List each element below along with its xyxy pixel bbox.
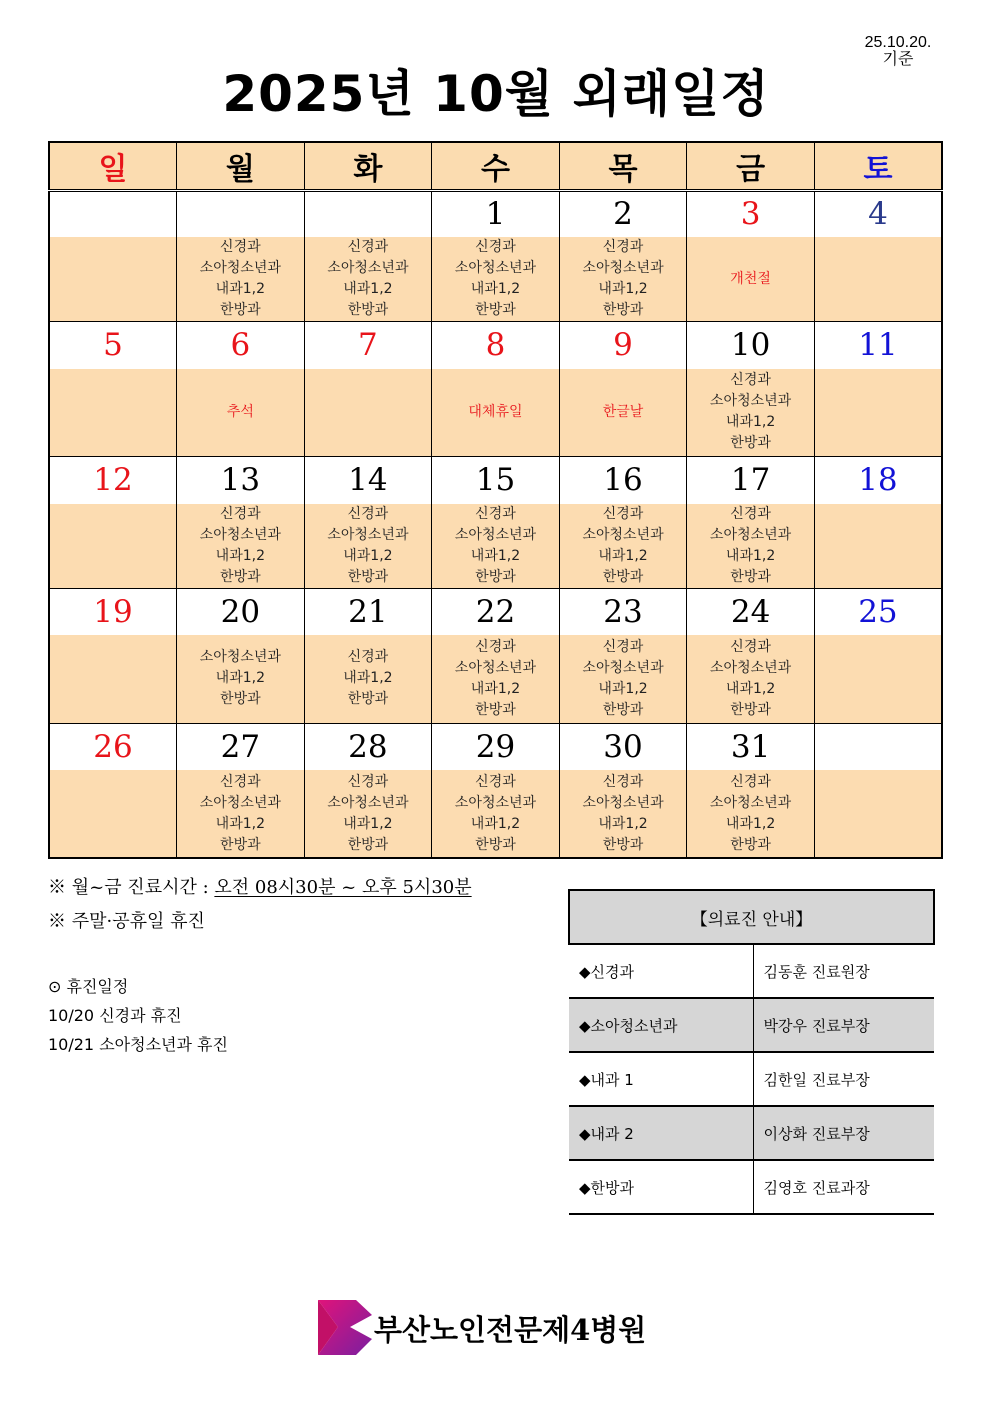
date-cell: 26 (49, 723, 177, 770)
events-cell (559, 369, 687, 457)
department-label: 한방과 (730, 435, 771, 452)
staff-table (568, 889, 935, 1215)
weekday-mon: 월 (177, 142, 305, 190)
department-label: 내과1,2 (598, 547, 648, 564)
date-cell: 18 (814, 457, 942, 504)
events-cell (814, 237, 942, 322)
events-cell (687, 504, 815, 589)
events-cell (687, 369, 815, 457)
date-cell: 11 (814, 322, 942, 369)
department-label: 내과1,2 (470, 680, 521, 697)
date-cell: 5 (49, 322, 177, 369)
weekday-thu: 목 (559, 142, 687, 190)
department-label: 내과1,2 (343, 815, 393, 832)
date-cell: 6 (177, 322, 305, 369)
department-label: 신경과 (347, 239, 389, 255)
department-label: 내과1,2 (215, 815, 265, 832)
events-cell (432, 635, 560, 723)
events-cell (304, 770, 432, 858)
date-cell: 27 (177, 723, 305, 770)
staff-dept: ◆신경과 (569, 944, 753, 998)
department-label: 신경과 (475, 773, 516, 790)
department-label: 내과1,2 (343, 281, 393, 297)
holiday-label: 대체휴일 (468, 403, 523, 420)
date-cell (49, 190, 177, 237)
date-cell: 1 (432, 190, 560, 237)
events-cell (432, 237, 560, 322)
department-label: 내과1,2 (470, 281, 521, 297)
weekday-tue: 화 (304, 142, 432, 190)
date-cell: 25 (814, 588, 942, 635)
events-cell (559, 504, 687, 589)
date-cell (814, 723, 942, 770)
department-label: 신경과 (602, 773, 644, 790)
department-label: 소아청소년과 (582, 260, 664, 276)
date-cell (304, 190, 432, 237)
department-label: 내과1,2 (598, 680, 648, 697)
staff-doctor: 박강우 진료부장 (753, 998, 934, 1052)
department-label: 신경과 (220, 505, 261, 522)
department-label: 내과1,2 (598, 281, 648, 297)
department-label: 소아청소년과 (454, 526, 537, 543)
hospital-logo-icon (316, 1298, 374, 1356)
department-label: 소아청소년과 (582, 659, 664, 676)
department-label: 한방과 (475, 568, 516, 585)
date-cell: 30 (559, 723, 687, 770)
department-label: 한방과 (475, 302, 516, 318)
date-cell: 22 (432, 588, 560, 635)
department-label: 내과1,2 (598, 815, 648, 832)
holiday-label: 개천절 (730, 270, 771, 287)
department-label: 소아청소년과 (199, 526, 281, 543)
staff-doctor: 김영호 진료과장 (753, 1160, 934, 1214)
events-cell (814, 504, 942, 589)
department-label: 한방과 (730, 836, 771, 853)
department-label: 한방과 (347, 302, 389, 318)
date-cell: 21 (304, 588, 432, 635)
hours-note (48, 873, 472, 899)
department-label: 한방과 (220, 836, 261, 853)
department-label: 신경과 (475, 239, 516, 255)
events-cell (177, 369, 305, 457)
department-label: 한방과 (602, 836, 644, 853)
events-cell (49, 770, 177, 858)
events-row (49, 369, 942, 457)
date-cell: 13 (177, 457, 305, 504)
closure-schedule (48, 972, 228, 1059)
staff-dept: ◆내과 2 (569, 1106, 753, 1160)
staff-dept: ◆내과 1 (569, 1052, 753, 1106)
department-label: 내과1,2 (725, 547, 776, 564)
department-label: 내과1,2 (725, 815, 776, 832)
department-label: 내과1,2 (343, 547, 393, 564)
calendar-table (48, 141, 943, 859)
events-cell (814, 369, 942, 457)
staff-row (569, 1160, 934, 1214)
department-label: 소아청소년과 (582, 526, 664, 543)
department-label: 신경과 (730, 505, 771, 522)
department-label: 한방과 (347, 691, 389, 708)
date-cell (177, 190, 305, 237)
weekday-wed: 수 (432, 142, 560, 190)
weekday-sat: 토 (814, 142, 942, 190)
events-cell (814, 635, 942, 723)
department-label: 소아청소년과 (199, 794, 281, 811)
weekday-header-row (49, 142, 942, 190)
date-cell: 23 (559, 588, 687, 635)
holiday-label: 한글날 (602, 403, 644, 420)
weekend-note: ※ 주말·공휴일 휴진 (48, 911, 205, 932)
department-label: 소아청소년과 (327, 794, 409, 811)
department-label: 신경과 (602, 239, 644, 255)
events-row (49, 237, 942, 322)
department-label: 소아청소년과 (327, 260, 409, 276)
department-label: 소아청소년과 (582, 794, 664, 811)
events-cell (49, 504, 177, 589)
department-label: 한방과 (220, 568, 261, 585)
staff-doctor: 이상화 진료부장 (753, 1106, 934, 1160)
department-label: 한방과 (475, 701, 516, 718)
department-label: 소아청소년과 (710, 794, 792, 811)
date-cell: 2 (559, 190, 687, 237)
events-cell (432, 504, 560, 589)
department-label: 소아청소년과 (710, 393, 792, 410)
department-label: 소아청소년과 (454, 260, 537, 276)
date-cell: 24 (687, 588, 815, 635)
basis-label: 기준 (882, 51, 914, 68)
date-cell: 17 (687, 457, 815, 504)
department-label: 신경과 (220, 773, 261, 790)
events-cell (49, 369, 177, 457)
date-cell: 14 (304, 457, 432, 504)
staff-row (569, 998, 934, 1052)
department-label: 한방과 (730, 701, 771, 718)
department-label: 신경과 (347, 649, 389, 666)
department-label: 한방과 (347, 568, 389, 585)
events-cell (304, 635, 432, 723)
events-cell (687, 635, 815, 723)
date-cell: 20 (177, 588, 305, 635)
department-label: 한방과 (220, 302, 261, 318)
department-label: 신경과 (730, 638, 771, 655)
closure-heading: ⊙ 휴진일정 (48, 977, 129, 996)
staff-doctor: 김한일 진료부장 (753, 1052, 934, 1106)
staff-row (569, 1052, 934, 1106)
department-label: 신경과 (475, 505, 516, 522)
date-cell: 19 (49, 588, 177, 635)
closure-item: 10/20 신경과 휴진 (48, 1006, 182, 1025)
date-row (49, 322, 942, 369)
weekday-fri: 금 (687, 142, 815, 190)
date-row (49, 588, 942, 635)
department-label: 소아청소년과 (710, 659, 792, 676)
department-label: 한방과 (730, 568, 771, 585)
events-cell (687, 237, 815, 322)
department-label: 내과1,2 (215, 547, 265, 564)
department-label: 내과1,2 (725, 680, 776, 697)
weekday-sun: 일 (49, 142, 177, 190)
events-cell (814, 770, 942, 858)
closure-item: 10/21 소아청소년과 휴진 (48, 1035, 228, 1054)
department-label: 내과1,2 (725, 414, 776, 431)
department-label: 소아청소년과 (199, 260, 281, 276)
department-label: 소아청소년과 (454, 794, 537, 811)
department-label: 한방과 (602, 302, 644, 318)
department-label: 한방과 (475, 836, 516, 853)
department-label: 내과1,2 (343, 670, 393, 687)
date-cell: 16 (559, 457, 687, 504)
department-label: 한방과 (220, 691, 261, 708)
events-cell (559, 770, 687, 858)
events-cell (687, 770, 815, 858)
date-row (49, 190, 942, 237)
events-cell (49, 635, 177, 723)
date-cell: 4 (814, 190, 942, 237)
events-row (49, 635, 942, 723)
staff-doctor: 김동훈 진료원장 (753, 944, 934, 998)
events-cell (177, 635, 305, 723)
holiday-label: 추석 (226, 403, 254, 420)
hours-value: 오전 08시30분 ~ 오후 5시30분 (214, 877, 472, 898)
hospital-name: 부산노인전문제4병원 (374, 1313, 647, 1347)
department-label: 소아청소년과 (454, 659, 537, 676)
department-label: 한방과 (602, 701, 644, 718)
events-cell (49, 237, 177, 322)
hospital-logo (316, 1298, 696, 1356)
department-label: 소아청소년과 (199, 649, 281, 666)
basis-date: 25.10.20. (864, 34, 932, 51)
department-label: 신경과 (730, 773, 771, 790)
page-title: 2025년 10월 외래일정 (222, 65, 770, 123)
date-cell: 31 (687, 723, 815, 770)
date-row (49, 723, 942, 770)
events-cell (304, 369, 432, 457)
events-cell (177, 770, 305, 858)
events-cell (304, 237, 432, 322)
department-label: 신경과 (730, 372, 771, 389)
events-cell (304, 504, 432, 589)
date-cell: 3 (687, 190, 815, 237)
date-row (49, 457, 942, 504)
staff-row (569, 944, 934, 998)
department-label: 한방과 (347, 836, 389, 853)
department-label: 신경과 (602, 505, 644, 522)
events-row (49, 504, 942, 589)
events-cell (559, 635, 687, 723)
department-label: 신경과 (347, 773, 389, 790)
department-label: 내과1,2 (215, 670, 265, 687)
department-label: 내과1,2 (470, 547, 521, 564)
date-cell: 10 (687, 322, 815, 369)
department-label: 신경과 (347, 505, 389, 522)
events-row (49, 770, 942, 858)
date-cell: 9 (559, 322, 687, 369)
staff-dept: ◆소아청소년과 (569, 998, 753, 1052)
events-cell (432, 369, 560, 457)
events-cell (432, 770, 560, 858)
department-label: 신경과 (602, 638, 644, 655)
department-label: 내과1,2 (470, 815, 521, 832)
staff-dept: ◆한방과 (569, 1160, 753, 1214)
department-label: 한방과 (602, 568, 644, 585)
department-label: 소아청소년과 (327, 526, 409, 543)
department-label: 신경과 (475, 638, 516, 655)
staff-caption: 【의료진 안내】 (569, 890, 934, 944)
date-cell: 8 (432, 322, 560, 369)
staff-row (569, 1106, 934, 1160)
hours-prefix: ※ 월~금 진료시간 : (48, 877, 215, 898)
events-cell (177, 504, 305, 589)
events-cell (177, 237, 305, 322)
date-cell: 15 (432, 457, 560, 504)
date-cell: 28 (304, 723, 432, 770)
date-cell: 29 (432, 723, 560, 770)
date-cell: 7 (304, 322, 432, 369)
department-label: 내과1,2 (215, 281, 265, 297)
events-cell (559, 237, 687, 322)
date-cell: 12 (49, 457, 177, 504)
department-label: 신경과 (220, 239, 261, 255)
department-label: 소아청소년과 (710, 526, 792, 543)
